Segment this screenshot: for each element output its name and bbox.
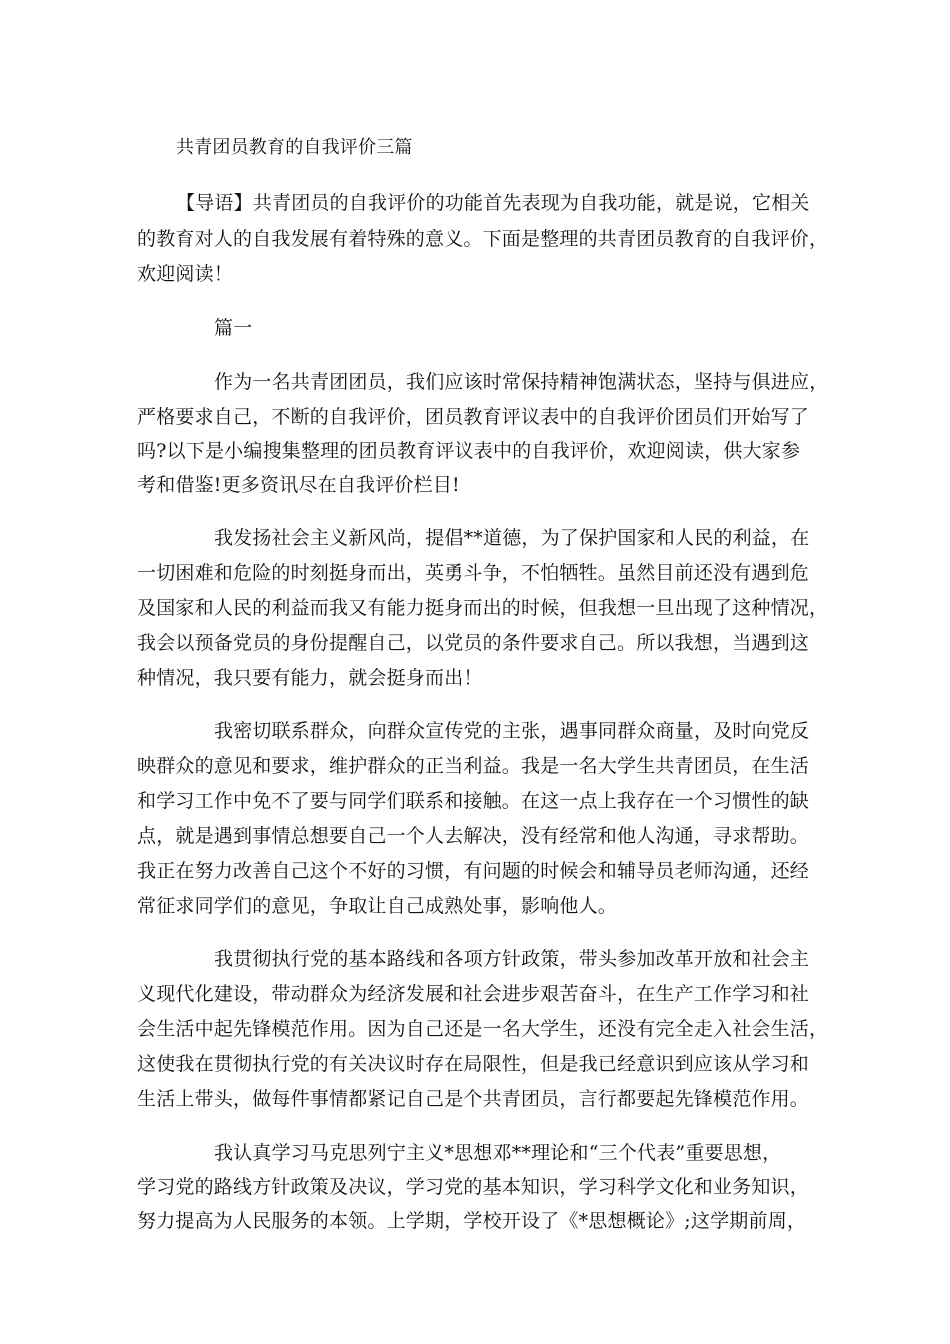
paragraph-line: 努力提高为人民服务的本领。上学期，学校开设了《*思想概论》;这学期前周， xyxy=(137,1210,807,1232)
paragraph-line: 我贯彻执行党的基本路线和各项方针政策，带头参加改革开放和社会主 xyxy=(214,948,810,970)
paragraph-line: 及国家和人民的利益而我又有能力挺身而出的时候，但我想一旦出现了这种情况， xyxy=(137,597,829,619)
intro-line: 【导语】共青团员的自我评价的功能首先表现为自我功能，就是说，它相关 xyxy=(176,192,810,214)
paragraph-line: 我发扬社会主义新风尚，提倡**道德，为了保护国家和人民的利益，在 xyxy=(214,527,810,549)
paragraph-line: 考和借鉴!更多资讯尽在自我评价栏目! xyxy=(137,474,460,496)
paragraph-line: 和学习工作中免不了要与同学们联系和接触。在这一点上我存在一个习惯性的缺 xyxy=(137,790,810,812)
paragraph-line: 点，就是遇到事情总想要自己一个人去解决，没有经常和他人沟通，寻求帮助。 xyxy=(137,825,810,847)
paragraph-line: 我正在努力改善自己这个不好的习惯，有问题的时候会和辅导员老师沟通，还经 xyxy=(137,860,810,882)
paragraph-line: 我会以预备党员的身份提醒自己，以党员的条件要求自己。所以我想，当遇到这 xyxy=(137,632,810,654)
paragraph-line: 生活上带头，做每件事情都紧记自己是个共青团员，言行都要起先锋模范作用。 xyxy=(137,1088,810,1110)
paragraph-line: 我密切联系群众，向群众宣传党的主张，遇事同群众商量，及时向党反 xyxy=(214,720,810,742)
intro-line: 的教育对人的自我发展有着特殊的意义。下面是整理的共青团员教育的自我评价， xyxy=(137,228,829,250)
paragraph-line: 学习党的路线方针政策及决议，学习党的基本知识，学习科学文化和业务知识， xyxy=(137,1176,810,1198)
paragraph-line: 义现代化建设，带动群众为经济发展和社会进步艰苦奋斗，在生产工作学习和社 xyxy=(137,983,810,1005)
paragraph-line: 一切困难和危险的时刻挺身而出，英勇斗争，不怕牺牲。虽然目前还没有遇到危 xyxy=(137,562,810,584)
paragraph-line: 作为一名共青团团员，我们应该时常保持精神饱满状态，坚持与俱进应， xyxy=(214,371,829,393)
document-title: 共青团员教育的自我评价三篇 xyxy=(176,137,413,158)
paragraph-line: 会生活中起先锋模范作用。因为自己还是一名大学生，还没有完全走入社会生活， xyxy=(137,1018,829,1040)
paragraph-line: 常征求同学们的意见，争取让自己成熟处事，影响他人。 xyxy=(137,895,618,917)
section-heading: 篇一 xyxy=(214,317,253,339)
intro-line: 欢迎阅读！ xyxy=(137,263,234,285)
paragraph-line: 种情况，我只要有能力，就会挺身而出！ xyxy=(137,667,483,689)
paragraph-line: 吗?以下是小编搜集整理的团员教育评议表中的自我评价，欢迎阅读，供大家参 xyxy=(137,440,801,462)
paragraph-line: 映群众的意见和要求，维护群众的正当利益。我是一名大学生共青团员，在生活 xyxy=(137,755,810,777)
paragraph-line: 这使我在贯彻执行党的有关决议时存在局限性，但是我已经意识到应该从学习和 xyxy=(137,1053,810,1075)
paragraph-line: 我认真学习马克思列宁主义*思想邓**理论和“三个代表”重要思想， xyxy=(214,1142,782,1164)
paragraph-line: 严格要求自己，不断的自我评价，团员教育评议表中的自我评价团员们开始写了 xyxy=(137,406,810,428)
